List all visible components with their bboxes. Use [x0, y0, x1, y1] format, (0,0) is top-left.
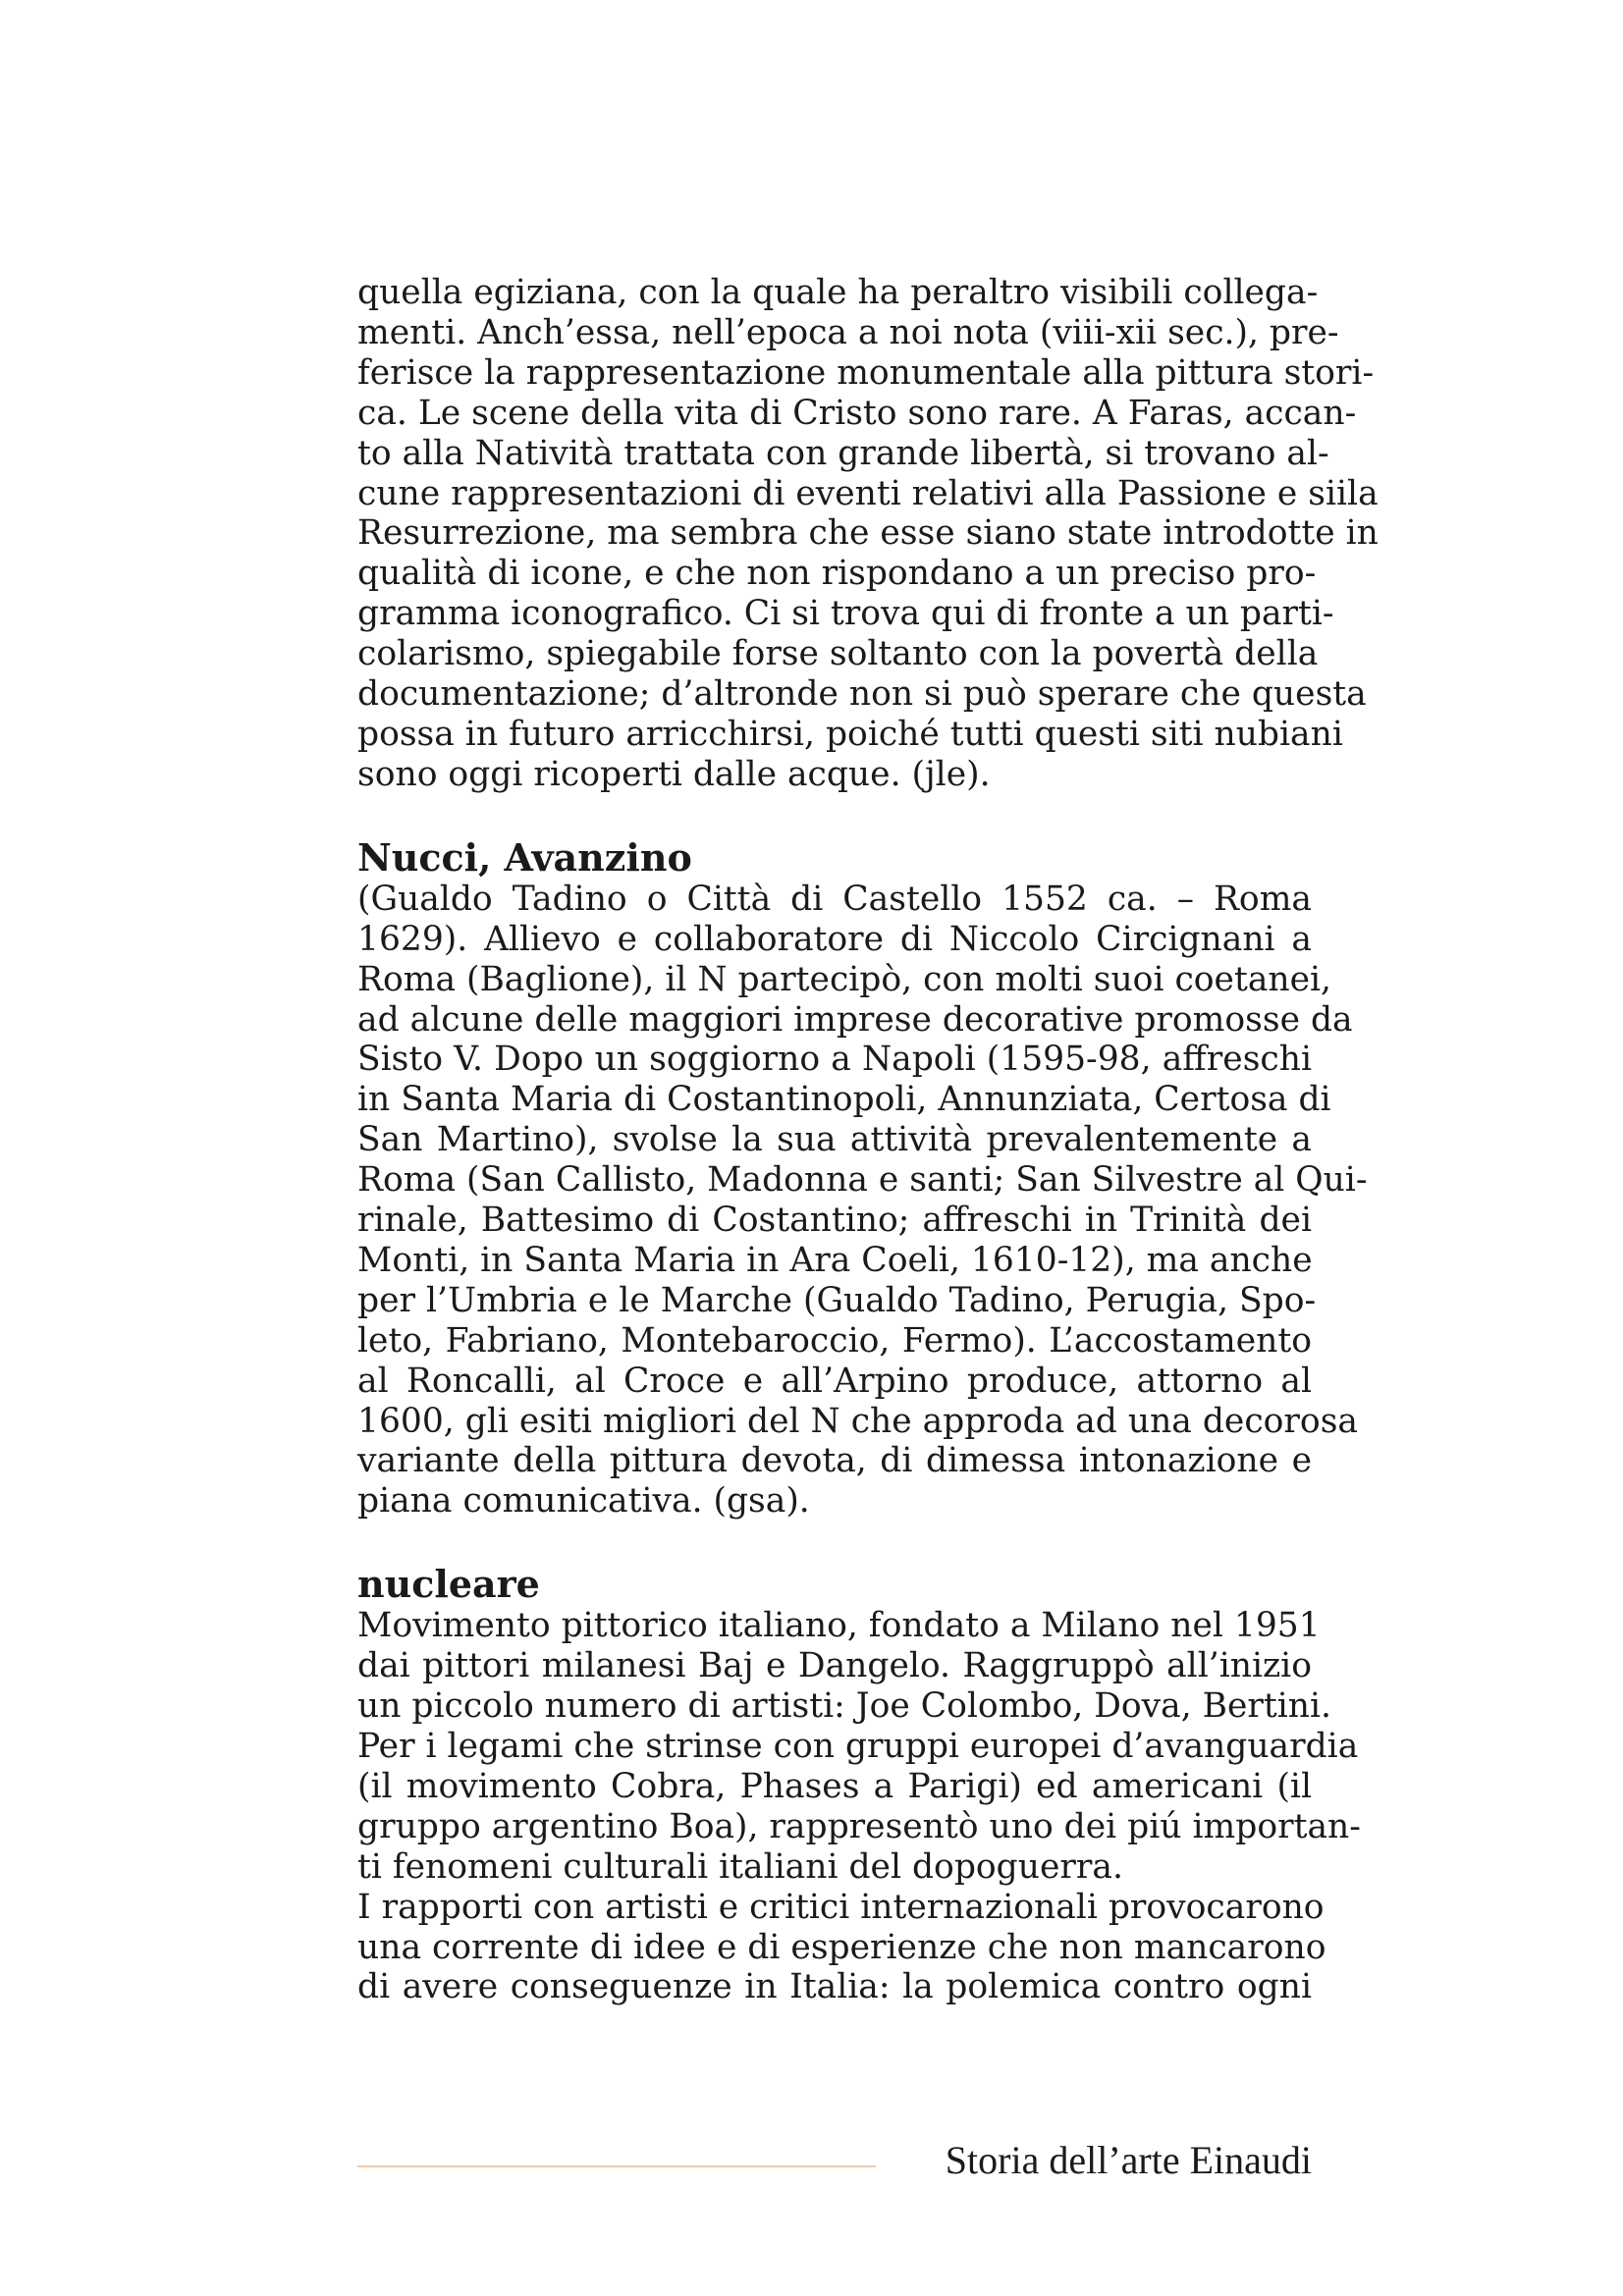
text-line: leto, Fabriano, Montebaroccio, Fermo). L’accostamento [357, 1320, 1312, 1361]
text-line: un piccolo numero di artisti: Joe Colombo, Dova, Bertini. [357, 1686, 1332, 1727]
text-line: gruppo argentino Boa), rappresentò uno dei piú importan- [357, 1806, 1361, 1846]
text-line: Resurrezione, ma sembra che esse siano state introdotte in [357, 513, 1379, 554]
text-line: sono oggi ricoperti dalle acque. (jle). [357, 754, 991, 794]
text-line: to alla Natività trattata con grande libertà, si trovano al- [357, 433, 1329, 473]
text-line: variante della pittura devota, di dimessa intonazione e [357, 1441, 1312, 1481]
text-line: Roma (Baglione), il N partecipò, con molti suoi coetanei, [357, 959, 1332, 999]
text-line: possa in futuro arricchirsi, poiché tutti questi siti nubiani [357, 714, 1343, 754]
text-line: quella egiziana, con la quale ha peraltro visibili collega- [357, 273, 1319, 312]
text-line: ca. Le scene della vita di Cristo sono rare. A Faras, accan- [357, 393, 1357, 433]
text-line: al Roncalli, al Croce e all’Arpino produce, attorno al [357, 1361, 1312, 1401]
text-line: di avere conseguenze in Italia: la polemica contro ogni [357, 1967, 1312, 2007]
text-line: ferisce la rappresentazione monumentale alla pittura stori- [357, 352, 1375, 393]
text-line: Sisto V. Dopo un soggiorno a Napoli (1595-98, affreschi [357, 1040, 1312, 1080]
text-line: piana comunicativa. (gsa). [357, 1481, 810, 1522]
text-line: I rapporti con artisti e critici internazionali provocarono [357, 1887, 1325, 1927]
footer-title: Storia dell’arte Einaudi [945, 2138, 1312, 2182]
text-line: 1600, gli esiti migliori del N che approda ad una decorosa [357, 1401, 1358, 1441]
intro-paragraph [357, 273, 1379, 795]
text-line: Roma (San Callisto, Madonna e santi; San Silvestre al Qui- [357, 1160, 1368, 1201]
text-line: Monti, in Santa Maria in Ara Coeli, 1610-12), ma anche [357, 1240, 1313, 1280]
text-line: 1629). Allievo e collaboratore di Niccolo Circignani a [357, 919, 1312, 959]
text-line: qualità di icone, e che non rispondano a un preciso pro- [357, 554, 1317, 594]
entry-nucci-text [357, 879, 1368, 1522]
footer-rule [357, 2165, 876, 2167]
text-line: San Martino), svolse la sua attività prevalentemente a [357, 1120, 1312, 1160]
entry-nucleare-text [357, 1606, 1361, 2007]
text-line: ad alcune delle maggiori imprese decorative promosse da [357, 999, 1353, 1040]
page-body [357, 273, 1379, 2007]
entry-heading-nucleare: nucleare [357, 1562, 540, 1607]
text-line: per l’Umbria e le Marche (Gualdo Tadino, Perugia, Spo- [357, 1280, 1317, 1320]
text-line: dai pittori milanesi Baj e Dangelo. Raggruppò all’inizio [357, 1646, 1312, 1686]
text-line: (il movimento Cobra, Phases a Parigi) ed americani (il [357, 1766, 1312, 1806]
text-line: in Santa Maria di Costantinopoli, Annunziata, Certosa di [357, 1080, 1331, 1120]
text-line: menti. Anch’essa, nell’epoca a noi nota (viii-xii sec.), pre- [357, 312, 1339, 352]
text-line: una corrente di idee e di esperienze che non mancarono [357, 1927, 1326, 1967]
entry-heading-nucci: Nucci, Avanzino [357, 834, 692, 880]
text-line: rinale, Battesimo di Costantino; affreschi in Trinità dei [357, 1201, 1312, 1241]
text-line: colarismo, spiegabile forse soltanto con la povertà della [357, 634, 1319, 674]
text-line: gramma iconografico. Ci si trova qui di fronte a un parti- [357, 594, 1334, 634]
text-line: cune rappresentazioni di eventi relativi alla Passione e siila [357, 473, 1379, 513]
text-line: ti fenomeni culturali italiani del dopoguerra. [357, 1846, 1123, 1887]
text-line: Per i legami che strinse con gruppi europei d’avanguardia [357, 1727, 1359, 1766]
text-line: (Gualdo Tadino o Città di Castello 1552 ca. – Roma [357, 879, 1312, 919]
text-line: documentazione; d’altronde non si può sperare che questa [357, 674, 1367, 715]
text-line: Movimento pittorico italiano, fondato a Milano nel 1951 [357, 1606, 1321, 1646]
